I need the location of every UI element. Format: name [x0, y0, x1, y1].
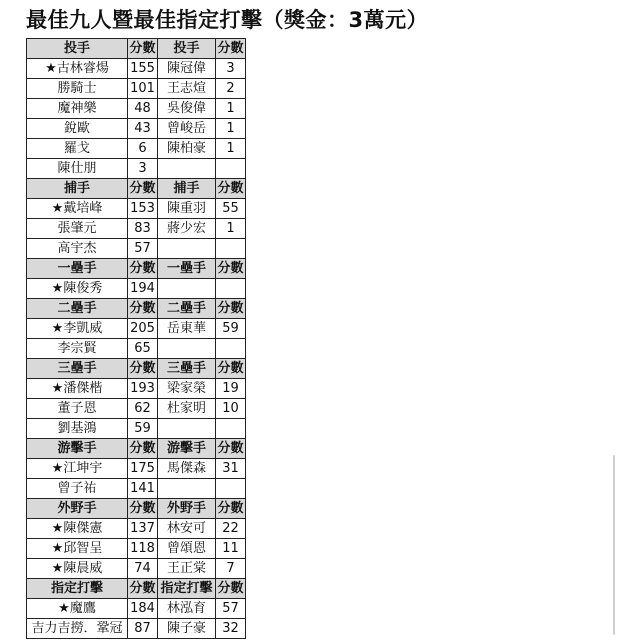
player-name: 李宗賢 — [27, 339, 128, 359]
player-score: 22 — [216, 519, 246, 539]
table-row — [27, 419, 246, 439]
table-row — [27, 139, 246, 159]
player-name: ★陳傑憲 — [27, 519, 128, 539]
section-header-row — [27, 179, 246, 199]
section-header-row — [27, 359, 246, 379]
score-header: 分數 — [128, 259, 158, 279]
player-score: 74 — [128, 559, 158, 579]
table-row — [27, 459, 246, 479]
table-row — [27, 399, 246, 419]
position-header: 游擊手 — [158, 439, 216, 459]
position-header: 一壘手 — [158, 259, 216, 279]
player-name — [158, 479, 216, 499]
position-header: 二壘手 — [27, 299, 128, 319]
player-name: 王志煊 — [158, 79, 216, 99]
score-header: 分數 — [128, 579, 158, 599]
player-name — [158, 159, 216, 179]
player-name: 陳仕朋 — [27, 159, 128, 179]
table-row — [27, 99, 246, 119]
player-name: ★魔鷹 — [27, 599, 128, 619]
section-header-row — [27, 499, 246, 519]
player-name: 高宇杰 — [27, 239, 128, 259]
position-header: 指定打擊 — [158, 579, 216, 599]
position-header: 一壘手 — [27, 259, 128, 279]
player-name: 劉基鴻 — [27, 419, 128, 439]
score-header: 分數 — [128, 39, 158, 59]
player-name: 董子恩 — [27, 399, 128, 419]
player-score: 10 — [216, 399, 246, 419]
player-name: 羅戈 — [27, 139, 128, 159]
table-row — [27, 239, 246, 259]
score-header: 分數 — [128, 359, 158, 379]
player-score: 32 — [216, 619, 246, 639]
player-score — [216, 159, 246, 179]
player-name: 蔣少宏 — [158, 219, 216, 239]
score-header: 分數 — [216, 439, 246, 459]
scroll-indicator[interactable] — [613, 455, 615, 635]
player-score: 43 — [128, 119, 158, 139]
position-header: 投手 — [158, 39, 216, 59]
table-row — [27, 519, 246, 539]
player-name: 吉力吉撈．鞏冠 — [27, 619, 128, 639]
player-name — [158, 279, 216, 299]
votes-table-body — [27, 39, 246, 639]
table-row — [27, 219, 246, 239]
table-row — [27, 559, 246, 579]
player-score: 193 — [128, 379, 158, 399]
table-row — [27, 479, 246, 499]
section-header-row — [27, 299, 246, 319]
player-score: 7 — [216, 559, 246, 579]
player-score: 11 — [216, 539, 246, 559]
player-score: 59 — [216, 319, 246, 339]
player-name — [158, 419, 216, 439]
votes-table — [26, 38, 246, 639]
player-score: 65 — [128, 339, 158, 359]
score-header: 分數 — [128, 179, 158, 199]
player-score: 1 — [216, 119, 246, 139]
table-row — [27, 279, 246, 299]
player-name: ★陳俊秀 — [27, 279, 128, 299]
player-name: 陳子豪 — [158, 619, 216, 639]
player-score — [216, 479, 246, 499]
player-score: 2 — [216, 79, 246, 99]
player-score: 175 — [128, 459, 158, 479]
score-header: 分數 — [216, 299, 246, 319]
player-score: 194 — [128, 279, 158, 299]
page-title: 最佳九人暨最佳指定打擊（獎金：3萬元） — [26, 8, 429, 32]
player-score: 3 — [216, 59, 246, 79]
table-row — [27, 79, 246, 99]
player-name: 馬傑森 — [158, 459, 216, 479]
position-header: 投手 — [27, 39, 128, 59]
player-name: ★江坤宇 — [27, 459, 128, 479]
player-score: 62 — [128, 399, 158, 419]
player-name: 魔神樂 — [27, 99, 128, 119]
player-name: ★邱智呈 — [27, 539, 128, 559]
score-header: 分數 — [216, 259, 246, 279]
score-header: 分數 — [216, 39, 246, 59]
player-name: 王正棠 — [158, 559, 216, 579]
player-score: 19 — [216, 379, 246, 399]
position-header: 二壘手 — [158, 299, 216, 319]
player-name: 陳柏豪 — [158, 139, 216, 159]
player-score — [216, 419, 246, 439]
player-name: 杜家明 — [158, 399, 216, 419]
table-row — [27, 159, 246, 179]
position-header: 游擊手 — [27, 439, 128, 459]
player-score: 57 — [128, 239, 158, 259]
player-name — [158, 339, 216, 359]
player-name: 曾峻岳 — [158, 119, 216, 139]
table-row — [27, 599, 246, 619]
player-name: 勝騎士 — [27, 79, 128, 99]
player-score — [216, 279, 246, 299]
player-score: 59 — [128, 419, 158, 439]
table-row — [27, 619, 246, 639]
position-header: 指定打擊 — [27, 579, 128, 599]
player-score: 3 — [128, 159, 158, 179]
player-score: 31 — [216, 459, 246, 479]
player-score: 1 — [216, 139, 246, 159]
player-name: ★李凱威 — [27, 319, 128, 339]
player-name: 梁家榮 — [158, 379, 216, 399]
player-name: ★潘傑楷 — [27, 379, 128, 399]
table-row — [27, 379, 246, 399]
score-header: 分數 — [216, 579, 246, 599]
player-name: 林安可 — [158, 519, 216, 539]
player-score: 101 — [128, 79, 158, 99]
score-header: 分數 — [216, 499, 246, 519]
table-row — [27, 539, 246, 559]
player-name: 曾頌恩 — [158, 539, 216, 559]
score-header: 分數 — [216, 179, 246, 199]
player-name: 張肇元 — [27, 219, 128, 239]
player-score: 205 — [128, 319, 158, 339]
position-header: 外野手 — [158, 499, 216, 519]
player-name: 林泓育 — [158, 599, 216, 619]
player-score: 141 — [128, 479, 158, 499]
player-score: 118 — [128, 539, 158, 559]
player-score: 1 — [216, 99, 246, 119]
section-header-row — [27, 439, 246, 459]
player-score — [216, 339, 246, 359]
section-header-row — [27, 259, 246, 279]
player-name: ★陳晨威 — [27, 559, 128, 579]
player-name: 曾子祐 — [27, 479, 128, 499]
player-score — [216, 239, 246, 259]
player-score: 155 — [128, 59, 158, 79]
position-header: 三壘手 — [27, 359, 128, 379]
player-score: 55 — [216, 199, 246, 219]
player-name: 銳歐 — [27, 119, 128, 139]
player-score: 1 — [216, 219, 246, 239]
player-name: 陳冠偉 — [158, 59, 216, 79]
player-score: 48 — [128, 99, 158, 119]
player-name: ★古林睿煬 — [27, 59, 128, 79]
section-header-row — [27, 39, 246, 59]
position-header: 捕手 — [27, 179, 128, 199]
player-score: 57 — [216, 599, 246, 619]
score-header: 分數 — [128, 499, 158, 519]
player-name: ★戴培峰 — [27, 199, 128, 219]
section-header-row — [27, 579, 246, 599]
player-score: 137 — [128, 519, 158, 539]
table-row — [27, 339, 246, 359]
player-score: 153 — [128, 199, 158, 219]
player-name: 陳重羽 — [158, 199, 216, 219]
player-score: 184 — [128, 599, 158, 619]
player-name: 岳東華 — [158, 319, 216, 339]
table-row — [27, 59, 246, 79]
table-row — [27, 319, 246, 339]
position-header: 三壘手 — [158, 359, 216, 379]
score-header: 分數 — [216, 359, 246, 379]
player-score: 6 — [128, 139, 158, 159]
player-score: 83 — [128, 219, 158, 239]
table-row — [27, 119, 246, 139]
player-name — [158, 239, 216, 259]
score-header: 分數 — [128, 299, 158, 319]
player-score: 87 — [128, 619, 158, 639]
score-header: 分數 — [128, 439, 158, 459]
player-name: 吳俊偉 — [158, 99, 216, 119]
position-header: 外野手 — [27, 499, 128, 519]
table-row — [27, 199, 246, 219]
position-header: 捕手 — [158, 179, 216, 199]
